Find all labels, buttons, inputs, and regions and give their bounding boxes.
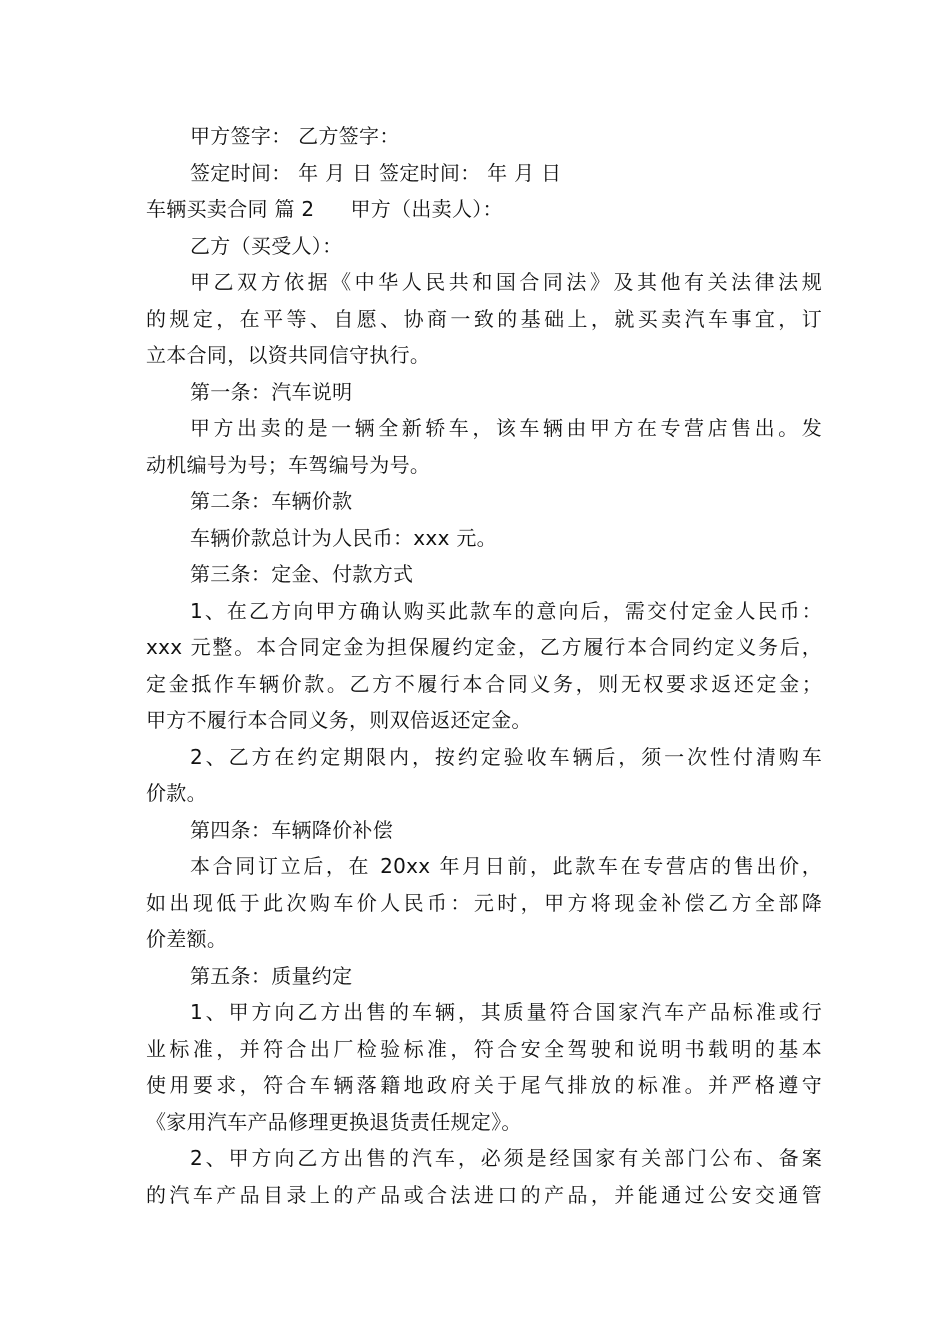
paragraph-line <box>146 264 822 301</box>
paragraph-line <box>146 739 822 776</box>
article-title: 第五条：质量约定 <box>190 963 353 988</box>
paragraph-line <box>146 337 822 374</box>
party-a-label: 甲方（出卖人）： <box>350 197 503 221</box>
section-title: 车辆买卖合同 篇 2 <box>146 197 315 221</box>
paragraph-text: 《家用汽车产品修理更换退货责任规定》。 <box>146 1109 522 1134</box>
section-heading-row <box>146 191 822 228</box>
paragraph-text: 如出现低于此次购车价人民币：元时，甲方将现金补偿乙方全部降 <box>146 890 822 915</box>
signing-date-line <box>146 155 822 192</box>
paragraph-text: 价差额。 <box>146 927 228 951</box>
article-title: 第四条：车辆降价补偿 <box>190 817 393 842</box>
paragraph-line <box>146 1177 822 1214</box>
article-heading <box>146 483 822 520</box>
paragraph-line <box>146 1067 822 1104</box>
party-b-label <box>146 228 822 265</box>
paragraph-text: 定金抵作车辆价款。乙方不履行本合同义务，则无权要求返还定金； <box>146 671 822 696</box>
paragraph-line <box>146 885 822 922</box>
article-heading <box>146 556 822 593</box>
paragraph-text: 本合同订立后，在 20xx 年月日前，此款车在专营店的售出价， <box>190 854 822 878</box>
paragraph-text: 的汽车产品目录上的产品或合法进口的产品，并能通过公安交通管 <box>146 1182 822 1207</box>
paragraph-line <box>146 775 822 812</box>
paragraph-text: 使用要求，符合车辆落籍地政府关于尾气排放的标准。并严格遵守 <box>146 1073 822 1097</box>
paragraph-line <box>146 410 822 447</box>
paragraph-text: 甲方出卖的是一辆全新轿车，该车辆由甲方在专营店售出。发 <box>190 416 822 440</box>
paragraph-text: 业标准，并符合出厂检验标准，符合安全驾驶和说明书载明的基本 <box>146 1036 822 1061</box>
article-heading <box>146 812 822 849</box>
paragraph-text: 签定时间： 年 月 日 签定时间： 年 月 日 <box>190 160 562 185</box>
article-title: 第三条：定金、付款方式 <box>190 562 414 586</box>
paragraph-text: 甲方不履行本合同义务，则双倍返还定金。 <box>146 708 532 732</box>
article-title: 第一条：汽车说明 <box>190 379 353 404</box>
article-heading <box>146 374 822 411</box>
paragraph-text: 1、甲方向乙方出售的车辆，其质量符合国家汽车产品标准或行 <box>190 1000 822 1024</box>
paragraph-text: 动机编号为号；车驾编号为号。 <box>146 452 431 477</box>
paragraph-line <box>146 994 822 1031</box>
paragraph-line <box>146 1031 822 1068</box>
paragraph-line <box>146 520 822 557</box>
paragraph-line <box>146 702 822 739</box>
paragraph-text: 1、在乙方向甲方确认购买此款车的意向后，需交付定金人民币： <box>190 598 822 623</box>
paragraph-line <box>146 1104 822 1141</box>
paragraph-line <box>146 1140 822 1177</box>
article-title: 第二条：车辆价款 <box>190 489 353 513</box>
paragraph-text: 的规定，在平等、自愿、协商一致的基础上，就买卖汽车事宜，订 <box>146 306 822 331</box>
paragraph-line <box>146 593 822 630</box>
paragraph-text: 2、甲方向乙方出售的汽车，必须是经国家有关部门公布、备案 <box>190 1146 822 1170</box>
article-heading <box>146 958 822 995</box>
paragraph-text: 价款。 <box>146 781 207 805</box>
paragraph-text: 甲方签字： 乙方签字： <box>190 124 400 148</box>
paragraph-text: 2、乙方在约定期限内，按约定验收车辆后，须一次性付清购车 <box>190 744 822 769</box>
paragraph-text: xxx 元整。本合同定金为担保履约定金，乙方履行本合同约定义务后， <box>146 635 822 659</box>
paragraph-line <box>146 629 822 666</box>
paragraph-text: 甲乙双方依据《中华人民共和国合同法》及其他有关法律法规 <box>190 270 822 294</box>
paragraph-line <box>146 301 822 338</box>
paragraph-text: 立本合同，以资共同信守执行。 <box>146 343 431 367</box>
document-body <box>146 118 822 1213</box>
paragraph-text: 车辆价款总计为人民币：xxx 元。 <box>190 525 497 550</box>
paragraph-text: 乙方（买受人）： <box>190 233 343 258</box>
paragraph-line <box>146 921 822 958</box>
signature-line <box>146 118 822 155</box>
paragraph-line <box>146 447 822 484</box>
paragraph-line <box>146 666 822 703</box>
paragraph-line <box>146 848 822 885</box>
